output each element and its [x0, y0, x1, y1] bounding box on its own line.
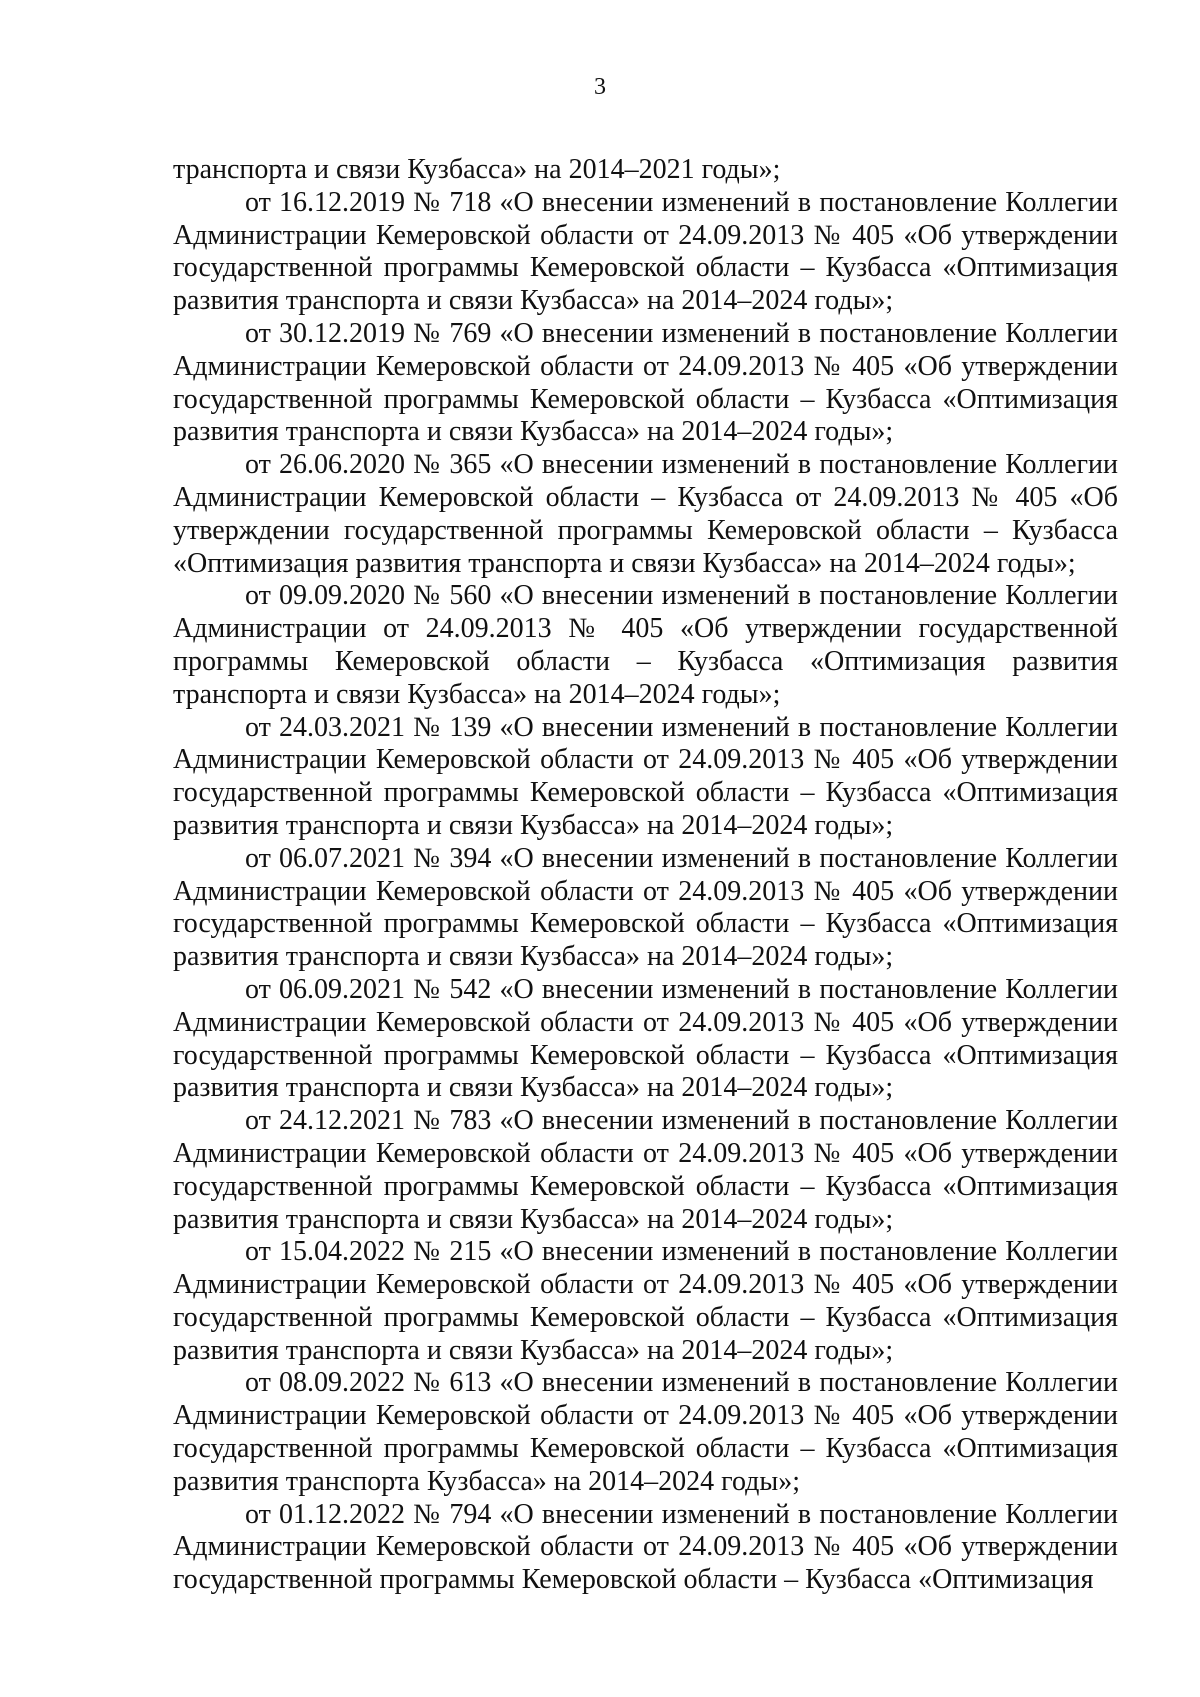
resolution-entry: от 24.03.2021 № 139 «О внесении изменений в постановление Коллегии Администрации Кемеровской области от 24.09.2013 № 405 «Об утверждении государственной программы Кемеровской области – Кузбасса «Оптимизация развития транспорта и связи Кузбасса» на 2014–2024 годы»;	[173, 711, 1118, 841]
resolution-entry: от 09.09.2020 № 560 «О внесении изменений в постановление Коллегии Администрации от 24.09.2013 № 405 «Об утверждении государственной программы Кемеровской области – Кузбасса «Оптимизация развития транспорта и связи Кузбасса» на 2014–2024 годы»;	[173, 580, 1118, 710]
resolution-entry: от 01.12.2022 № 794 «О внесении изменений в постановление Коллегии Администрации Кемеровской области от 24.09.2013 № 405 «Об утверждении государственной программы Кемеровской области – Кузбасса «Оптимизация	[173, 1498, 1118, 1596]
resolution-entry: от 16.12.2019 № 718 «О внесении изменений в постановление Коллегии Администрации Кемеровской области от 24.09.2013 № 405 «Об утверждении государственной программы Кемеровской области – Кузбасса «Оптимизация развития транспорта и связи Кузбасса» на 2014–2024 годы»;	[173, 186, 1118, 317]
resolution-entry: от 06.07.2021 № 394 «О внесении изменений в постановление Коллегии Администрации Кемеровской области от 24.09.2013 № 405 «Об утверждении государственной программы Кемеровской области – Кузбасса «Оптимизация развития транспорта и связи Кузбасса» на 2014–2024 годы»;	[173, 842, 1118, 973]
page-number: 3	[594, 74, 606, 100]
resolution-entry: от 30.12.2019 № 769 «О внесении изменений в постановление Коллегии Администрации Кемеровской области от 24.09.2013 № 405 «Об утверждении государственной программы Кемеровской области – Кузбасса «Оптимизация развития транспорта и связи Кузбасса» на 2014–2024 годы»;	[173, 317, 1118, 448]
resolution-entry: от 06.09.2021 № 542 «О внесении изменений в постановление Коллегии Администрации Кемеровской области от 24.09.2013 № 405 «Об утверждении государственной программы Кемеровской области – Кузбасса «Оптимизация развития транспорта и связи Кузбасса» на 2014–2024 годы»;	[173, 973, 1118, 1104]
continuation-paragraph: транспорта и связи Кузбасса» на 2014–2021 годы»;	[173, 154, 781, 185]
resolution-entry: от 15.04.2022 № 215 «О внесении изменений в постановление Коллегии Администрации Кемеровской области от 24.09.2013 № 405 «Об утверждении государственной программы Кемеровской области – Кузбасса «Оптимизация развития транспорта и связи Кузбасса» на 2014–2024 годы»;	[173, 1236, 1118, 1366]
resolution-entry: от 26.06.2020 № 365 «О внесении изменений в постановление Коллегии Администрации Кемеровской области – Кузбасса от 24.09.2013 № 405 «Об утверждении государственной программы Кемеровской области – Кузбасса «Оптимизация развития транспорта и связи Кузбасса» на 2014–2024 годы»;	[173, 449, 1118, 579]
resolution-entry: от 24.12.2021 № 783 «О внесении изменений в постановление Коллегии Администрации Кемеровской области от 24.09.2013 № 405 «Об утверждении государственной программы Кемеровской области – Кузбасса «Оптимизация развития транспорта и связи Кузбасса» на 2014–2024 годы»;	[173, 1105, 1118, 1235]
document-body	[173, 154, 1118, 1597]
resolution-entry: от 08.09.2022 № 613 «О внесении изменений в постановление Коллегии Администрации Кемеровской области от 24.09.2013 № 405 «Об утверждении государственной программы Кемеровской области – Кузбасса «Оптимизация развития транспорта Кузбасса» на 2014–2024 годы»;	[173, 1367, 1118, 1497]
